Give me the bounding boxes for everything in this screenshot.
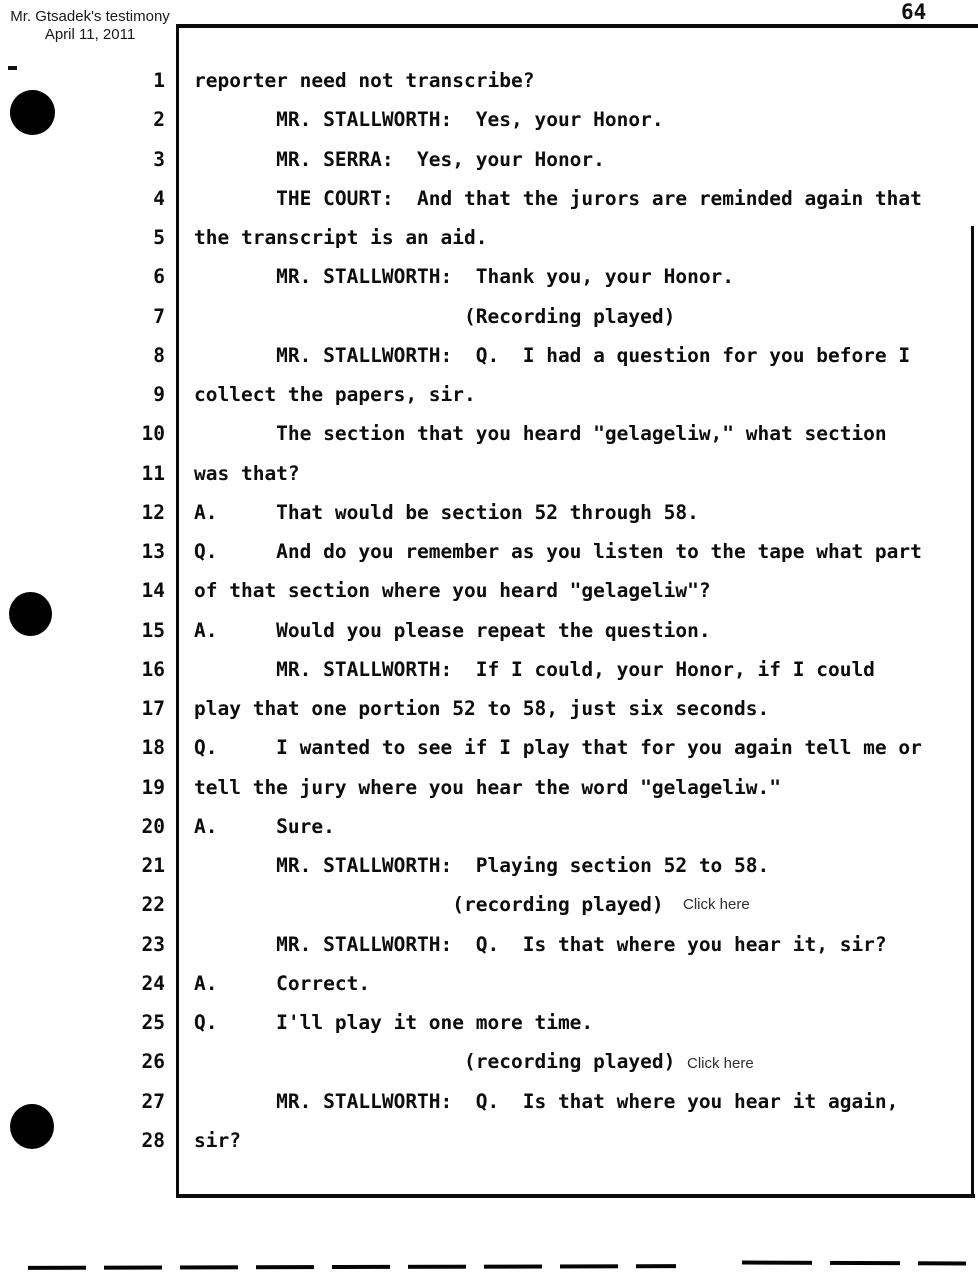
line-text: MR. STALLWORTH: Yes, your Honor. [194,108,664,132]
line-number: 1 [153,69,165,92]
line-text: reporter need not transcribe? [194,69,535,92]
transcript-line [0,297,978,336]
line-text: (Recording played) [194,304,676,328]
line-text: A. Would you please repeat the question. [194,618,711,642]
transcript-body [0,61,978,1160]
line-text: MR. STALLWORTH: Thank you, your Honor. [194,265,735,289]
line-text: A. Sure. [194,814,335,838]
line-number: 27 [141,1089,165,1113]
line-number: 5 [153,226,165,249]
line-text: the transcript is an aid. [194,226,488,249]
document-header [0,8,180,44]
line-number: 9 [153,383,165,406]
transcript-line [0,179,978,218]
transcript-line [0,1082,978,1121]
line-number: 8 [153,343,165,367]
line-text: play that one portion 52 to 58, just six seconds. [194,697,770,720]
line-text: (recording played) [194,1050,676,1074]
line-number: 11 [141,461,165,485]
line-number: 10 [141,422,165,446]
line-number: 14 [141,579,165,603]
testimony-title: Mr. Gtsadek's testimony [10,8,170,25]
transcript-line [0,375,978,414]
line-number: 28 [141,1128,165,1152]
line-text: MR. STALLWORTH: Playing section 52 to 58. [194,854,770,877]
line-number: 26 [141,1050,165,1074]
line-number: 25 [141,1011,165,1034]
line-text: MR. SERRA: Yes, your Honor. [194,147,605,171]
line-text: A. That would be section 52 through 58. [194,500,699,524]
transcript-line [0,1121,978,1160]
line-number: 12 [141,500,165,524]
transcript-line [0,336,978,375]
transcript-line [0,728,978,767]
transcript-line [0,257,978,296]
line-number: 20 [141,814,165,838]
line-text: sir? [194,1128,241,1152]
line-number: 17 [141,697,165,720]
line-text: Q. I wanted to see if I play that for you again tell me or [194,736,922,760]
line-number: 3 [153,147,165,171]
line-text: MR. STALLWORTH: If I could, your Honor, if I could [194,657,875,681]
transcript-line [0,650,978,689]
line-number: 15 [141,618,165,642]
line-text: A. Correct. [194,971,371,995]
line-number: 23 [141,932,165,956]
transcript-line [0,964,978,1003]
line-number: 7 [153,304,165,328]
transcript-line [0,414,978,453]
transcript-line [0,454,978,493]
line-text: The section that you heard "gelageliw," what section [194,422,887,446]
transcript-line [0,100,978,139]
line-text: (recording played) [194,893,664,917]
line-number: 19 [141,775,165,799]
line-text: collect the papers, sir. [194,383,476,406]
scan-artifact-broken-line [742,1261,966,1266]
line-number: 21 [141,854,165,877]
transcript-box-border-bottom [176,1194,975,1198]
transcript-line [0,807,978,846]
line-text: was that? [194,461,300,485]
transcript-line [0,768,978,807]
transcript-line [0,925,978,964]
line-number: 16 [141,657,165,681]
transcript-line [0,493,978,532]
transcript-line [0,846,978,885]
transcript-box-border-top [176,24,978,28]
line-number: 2 [153,108,165,132]
scan-artifact-broken-line [28,1264,676,1270]
line-number: 24 [141,971,165,995]
transcript-line [0,571,978,610]
transcript-line [0,885,978,924]
line-number: 18 [141,736,165,760]
line-number: 6 [153,265,165,289]
transcript-line [0,611,978,650]
line-text: of that section where you heard "gelageliw"? [194,579,711,603]
line-text: MR. STALLWORTH: Q. Is that where you hear it, sir? [194,932,887,956]
click-here-link-recording-2[interactable]: Click here [687,1055,754,1072]
line-text: MR. STALLWORTH: Q. Is that where you hear it again, [194,1089,899,1113]
transcript-line [0,689,978,728]
click-here-link-recording-1[interactable]: Click here [683,896,750,913]
line-text: MR. STALLWORTH: Q. I had a question for you before I [194,343,911,367]
line-text: Q. I'll play it one more time. [194,1011,594,1034]
line-number: 22 [141,893,165,917]
line-number: 13 [141,540,165,563]
line-text: THE COURT: And that the jurors are reminded again that [194,186,922,210]
transcript-line [0,218,978,257]
transcript-line [0,1003,978,1042]
transcript-line [0,1042,978,1081]
transcript-line [0,140,978,179]
transcript-line [0,61,978,100]
line-text: tell the jury where you hear the word "gelageliw." [194,775,781,799]
transcript-line [0,532,978,571]
page-number: 64 [901,0,927,24]
line-number: 4 [153,186,165,210]
line-text: Q. And do you remember as you listen to the tape what part [194,540,922,563]
testimony-date: April 11, 2011 [44,26,136,43]
